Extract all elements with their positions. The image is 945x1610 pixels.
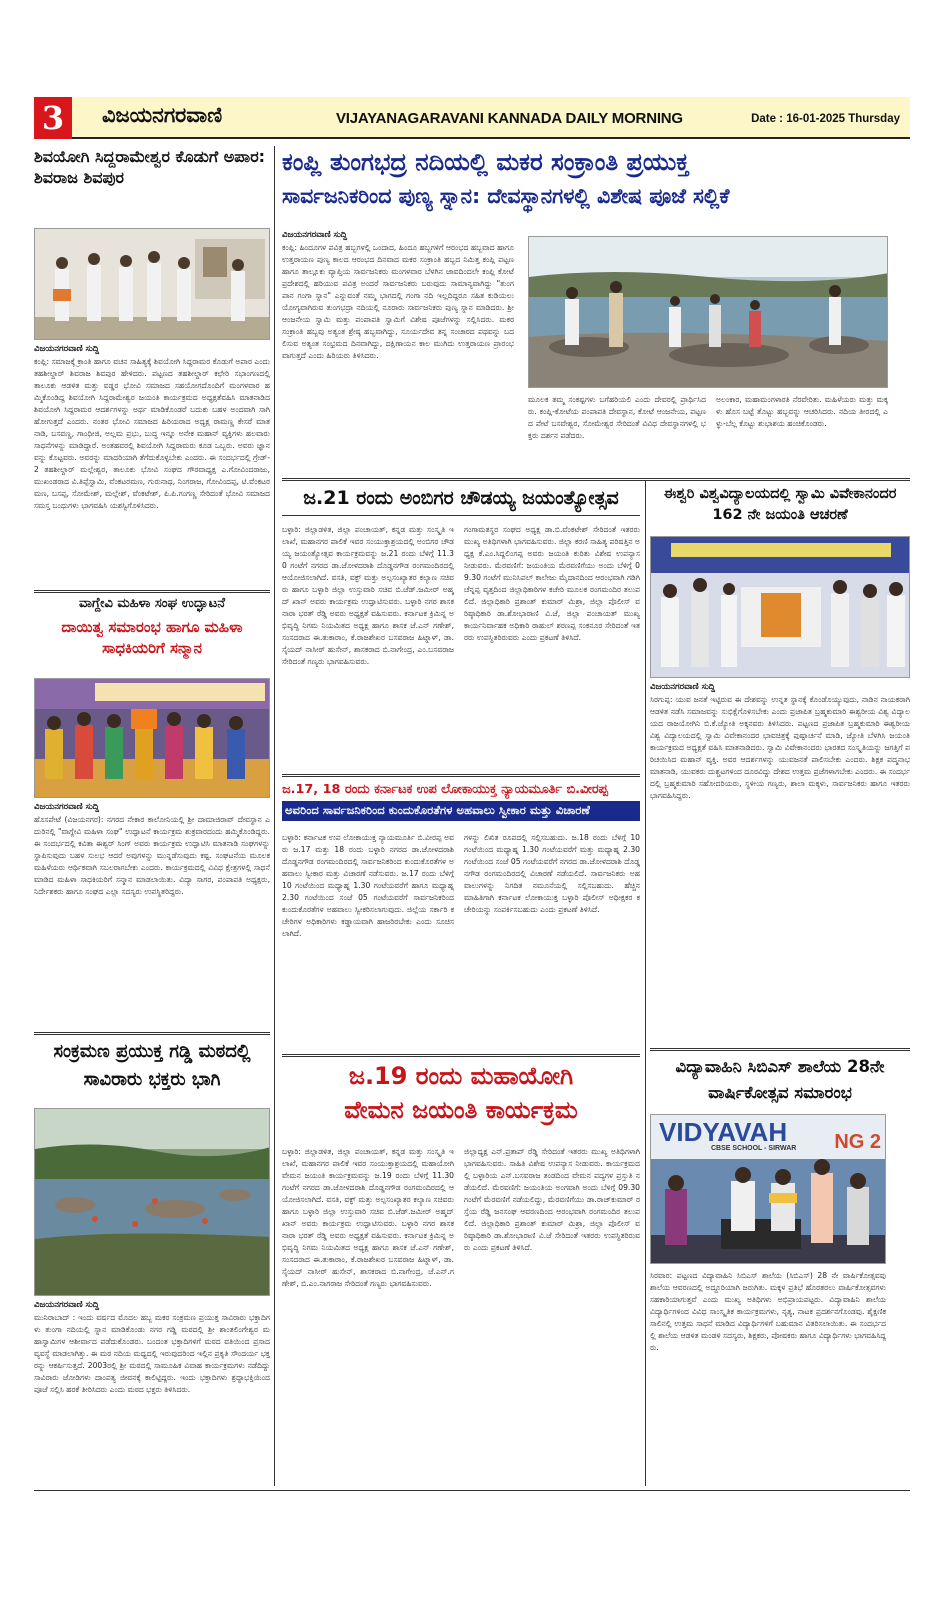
section-rule [282, 478, 910, 481]
page-number: 3 [34, 97, 72, 139]
byline: ವಿಜಯನಗರವಾಣಿ ಸುದ್ದಿ [650, 682, 716, 692]
byline: ವಿಜಯನಗರವಾಣಿ ಸುದ್ದಿ [34, 1300, 100, 1310]
headline: ಈಶ್ವರಿ ವಿಶ್ವವಿದ್ಯಾಲಯದಲ್ಲಿ ಸ್ವಾಮಿ ವಿವೇಕಾನಂದರ 162 ನೇ ಜಯಂತಿ ಆಚರಣೆ [663, 486, 897, 524]
photo-annual-day [650, 1114, 886, 1264]
article-eshwari [650, 484, 910, 1044]
article-vagdevi [34, 596, 270, 1026]
headline-line-1: ಜ.19 ರಂದು ಮಹಾಯೋಗಿ [348, 1062, 574, 1090]
article-body: ಜಿಲ್ಲಾಧ್ಯಕ್ಷ ಎನ್.ಪ್ರತಾಪ್ ರೆಡ್ಡಿ ಸೇರಿದಂತೆ ಇತರರು ಮುಖ್ಯ ಅತಿಥಿಗಳಾಗಿ ಭಾಗವಹಿಸುವರು. ಸಾಹಿತಿ ವಿಶೇಷ ಉಪನ್ಯಾಸ ನೀಡುವರು. ಕಾರ್ಯಕ್ರಮದಲ್ಲಿ ಬಳ್ಳಾರಿಯ ಎನ್.ಬಸವರಾಜ ತಂಡದಿಂದ ವೇಮನ ಪದ್ಯಗಳ ಪ್ರಸ್ತುತಿ ನಡೆಯಲಿದೆ. ಮೆರವಣಿಗೆ: ಜಯಂತಿಯ ಅಂಗವಾಗಿ ಅಂದು ಬೆಳಿಗ್ಗೆ 09.30 ಗಂಟೆಗೆ ಮೆರವಣಿಗೆ ನಡೆಯಲಿದ್ದು, ಮೆರವಣಿಗೆಯು ಡಾ.ರಾಜ್‌ಕುಮಾರ್ ರಸ್ತೆಯ ರೆಡ್ಡಿ ಜನಸಂಘ ಆವರಣದಿಂದ ಆರಂಭವಾಗಿ ರಂಗಮಂದಿರ ತಲುಪಲಿದೆ. ಜಿಲ್ಲಾಧಿಕಾರಿ ಪ್ರಶಾಂತ್ ಕುಮಾರ್ ಮಿಶ್ರಾ, ಜಿಲ್ಲಾ ಪೊಲೀಸ್ ವರಿಷ್ಠಾಧಿಕಾರಿ ಡಾ.ಶೋಭಾರಾಣಿ ವಿ.ಜೆ ಸೇರಿದಂತೆ ಇತರರು ಉಪಸ್ಥಿತರಿರುವರು ಎಂದು ಪ್ರಕಟಣೆ ತಿಳಿಸಿದೆ. [464, 1147, 640, 1252]
article-body: ಹೊಸಪೇಟೆ (ವಿಜಯನಗರ): ನಗರದ ನೇಕಾರ ಕಾಲೋನಿಯಲ್ಲಿ ಶ್ರೀ ದಾಮಾಜಿರಾವ್ ದೇವಸ್ಥಾನ ಎದುರಿನಲ್ಲಿ "ವಾಗ್ದೇವಿ ಮಹಿಳಾ ಸಂಘ" ಉದ್ಘಾಟನೆ ಕಾರ್ಯಕ್ರಮ ಶುಕ್ರವಾರದಂದು ಹಮ್ಮಿಕೊಂಡಿದ್ದರು. ಈ ಸಂದರ್ಭದಲ್ಲಿ ಕವಿತಾ ಈಶ್ವರ್ ಸಿಂಗ್ ಅವರು ಕಾರ್ಯಕ್ರಮ ಉದ್ಘಾಟಿಸಿ ಮಾತನಾಡಿ ಸಂಘಗಳನ್ನು ಸ್ಥಾಪಿಸುವುದು ಬಹಳ ಸುಲಭ ಆದರೆ ಅವುಗಳನ್ನು ಮುನ್ನಡೆಸುವುದು ಕಷ್ಟ. ಸಂಘಟನೆಯ ಮೂಲಕ ಮಹಿಳೆಯರು ಆರ್ಥಿಕವಾಗಿ ಸಬಲರಾಗಬೇಕು ಎಂದರು. ಕಾರ್ಯಕ್ರಮದಲ್ಲಿ ವಿವಿಧ ಕ್ಷೇತ್ರಗಳಲ್ಲಿ ಸಾಧನೆ ಮಾಡಿದ ಮಹಿಳಾ ಸಾಧಕಿಯರಿಗೆ ಸನ್ಮಾನ ಮಾಡಲಾಯಿತು. ವಿದ್ಯಾ ಸಾಗರ, ಪಂಪಾಪತಿ ಅಧ್ಯಕ್ಷರು, ನಿರ್ದೇಶಕರು ಹಾಗೂ ಸಂಘದ ಎಲ್ಲಾ ಸದಸ್ಯರು ಉಪಸ್ಥಿತರಿದ್ದರು. [34, 815, 270, 896]
section-rule [282, 1054, 640, 1057]
article-vemana [282, 1060, 640, 1486]
section-rule [34, 590, 270, 593]
section-rule [34, 1032, 270, 1035]
article-body: ಬಳ್ಳಾರಿ: ಜಿಲ್ಲಾಡಳಿತ, ಜಿಲ್ಲಾ ಪಂಚಾಯತ್, ಕನ್ನಡ ಮತ್ತು ಸಂಸ್ಕೃತಿ ಇಲಾಖೆ, ಮಹಾನಗರ ಪಾಲಿಕೆ ಇವರ ಸಂಯುಕ್ತಾಶ್ರಯದಲ್ಲಿ ಮಹಾಯೋಗಿ ವೇಮನ ಜಯಂತಿ ಕಾರ್ಯಕ್ರಮವನ್ನು ಜ.19 ರಂದು ಬೆಳಿಗ್ಗೆ 11.30 ಗಂಟೆಗೆ ನಗರದ ಡಾ.ಜೋಳದರಾಶಿ ದೊಡ್ಡನಗೌಡ ರಂಗಮಂದಿರದಲ್ಲಿ ಆಯೋಜಿಸಲಾಗಿದೆ. ವಸತಿ, ವಕ್ಫ್ ಮತ್ತು ಅಲ್ಪಸಂಖ್ಯಾತರ ಕಲ್ಯಾಣ ಸಚಿವರು ಹಾಗೂ ಬಳ್ಳಾರಿ ಜಿಲ್ಲಾ ಉಸ್ತುವಾರಿ ಸಚಿವ ಬಿ.ಜೆಡ್.ಜಮೀರ್ ಅಹ್ಮದ್ ಖಾನ್ ಅವರು ಕಾರ್ಯಕ್ರಮ ಉದ್ಘಾಟಿಸುವರು. ಬಳ್ಳಾರಿ ನಗರ ಶಾಸಕ ನಾರಾ ಭರತ್ ರೆಡ್ಡಿ ಅವರು ಅಧ್ಯಕ್ಷತೆ ವಹಿಸುವರು. ಕರ್ನಾಟಕ ಕ್ರಿಮಿನ್ನ ಅಭಿವೃದ್ಧಿ ನಿಗಮ ನಿಯಮಿತದ ಅಧ್ಯಕ್ಷ ಹಾಗೂ ಶಾಸಕ ಜೆ.ಎನ್ ಗಣೇಶ್, ಸಂಸದರಾದ ಈ.ತುಕಾರಾಂ, ಕೆ.ರಾಜಶೇಖರ ಬಸವರಾಜ ಹಿಟ್ನಾಳ್, ಡಾ.ಸೈಯದ್ ನಾಸೀರ್ ಹುಸೇನ್, ಶಾಸಕರಾದ ಬಿ.ನಾಗೇಂದ್ರ, ಜೆ.ಎನ್.ಗಣೇಶ್, ಬಿ.ಎಂ.ನಾಗರಾಜ ಸೇರಿದಂತೆ ಗಣ್ಯರು ಭಾಗವಹಿಸುವರು. [282, 1147, 454, 1288]
article-body: ಬಳ್ಳಾರಿ: ಕರ್ನಾಟಕ ಉಪ ಲೋಕಾಯುಕ್ತ ನ್ಯಾಯಮೂರ್ತಿ ಬಿ.ವೀರಪ್ಪ ಅವರು ಜ.17 ಮತ್ತು 18 ರಂದು ಬಳ್ಳಾರಿ ನಗರದ ಡಾ.ಜೋಳದರಾಶಿ ದೊಡ್ಡನಗೌಡ ರಂಗಮಂದಿರದಲ್ಲಿ ಸಾರ್ವಜನಿಕರಿಂದ ಕುಂದುಕೊರತೆಗಳ ಅಹವಾಲು ಸ್ವೀಕಾರ ಮತ್ತು ವಿಚಾರಣೆ ನಡೆಸುವರು. ಜ.17 ರಂದು ಬೆಳಿಗ್ಗೆ 10 ಗಂಟೆಯಿಂದ ಮಧ್ಯಾಹ್ನ 1.30 ಗಂಟೆಯವರೆಗೆ ಹಾಗೂ ಮಧ್ಯಾಹ್ನ 2.30 ಗಂಟೆಯಿಂದ ಸಂಜೆ 05 ಗಂಟೆಯವರೆಗೆ ಸಾರ್ವಜನಿಕರಿಂದ ಕುಂದುಕೊರತೆಗಳ ಅಹವಾಲು ಸ್ವೀಕರಿಸಲಾಗುವುದು. ಜಿಲ್ಲೆಯ ಸರ್ಕಾರಿ ಕಚೇರಿಗಳ ಅಧಿಕಾರಿಗಳು ಕಡ್ಡಾಯವಾಗಿ ಹಾಜರಿರಬೇಕು ಎಂದು ಸೂಚಿಸಲಾಗಿದೆ. [282, 833, 454, 938]
banner-subtitle: CBSE SCHOOL - SIRWAR [711, 1145, 797, 1152]
headline-line-1: ಕಂಪ್ಲಿ ತುಂಗಭದ್ರ ನದಿಯಲ್ಲಿ ಮಕರ ಸಂಕ್ರಾಂತಿ ಪ್ರಯುಕ್ತ [282, 148, 690, 176]
photo-river-bathing [528, 236, 888, 388]
headline: ದಾಯಿತ್ವ ಸಮಾರಂಭ ಹಾಗೂ ಮಹಿಳಾ ಸಾಧಕಿಯರಿಗೆ ಸನ್ಮಾನ [61, 617, 243, 657]
paper-title-kannada: ವಿಜಯನಗರವಾಣಿ [102, 103, 223, 127]
section-rule [282, 774, 640, 777]
section-rule [650, 1048, 910, 1051]
article-vidyavahini [650, 1054, 910, 1486]
article-body: ಬಳ್ಳಾರಿ: ಜಿಲ್ಲಾಡಳಿತ, ಜಿಲ್ಲಾ ಪಂಚಾಯತ್, ಕನ್ನಡ ಮತ್ತು ಸಂಸ್ಕೃತಿ ಇಲಾಖೆ, ಮಹಾನಗರ ಪಾಲಿಕೆ ಇವರ ಸಂಯುಕ್ತಾಶ್ರಯದಲ್ಲಿ ಅಂಬಿಗರ ಚೌಡಯ್ಯ ಜಯಂತ್ಯೋತ್ಸವ ಕಾರ್ಯಕ್ರಮವನ್ನು ಜ.21 ರಂದು ಬೆಳಿಗ್ಗೆ 11.30 ಗಂಟೆಗೆ ನಗರದ ಡಾ.ಜೋಳದರಾಶಿ ದೊಡ್ಡನಗೌಡ ರಂಗಮಂದಿರದಲ್ಲಿ ಆಯೋಜಿಸಲಾಗಿದೆ. ವಸತಿ, ವಕ್ಫ್ ಮತ್ತು ಅಲ್ಪಸಂಖ್ಯಾತರ ಕಲ್ಯಾಣ ಸಚಿವರು ಹಾಗೂ ಬಳ್ಳಾರಿ ಜಿಲ್ಲಾ ಉಸ್ತುವಾರಿ ಸಚಿವ ಬಿ.ಜೆಡ್.ಜಮೀರ್ ಅಹ್ಮದ್ ಖಾನ್ ಅವರು ಕಾರ್ಯಕ್ರಮ ಉದ್ಘಾಟಿಸುವರು. ಬಳ್ಳಾರಿ ನಗರ ಶಾಸಕ ನಾರಾ ಭರತ್ ರೆಡ್ಡಿ ಅವರು ಅಧ್ಯಕ್ಷತೆ ವಹಿಸುವರು. ಕರ್ನಾಟಕ ಕ್ರಿಮಿನ್ನ ಅಭಿವೃದ್ಧಿ ನಿಗಮ ನಿಯಮಿತದ ಅಧ್ಯಕ್ಷ ಹಾಗೂ ಶಾಸಕ ಜೆ.ಎನ್ ಗಣೇಶ್, ಸಂಸದರಾದ ಈ.ತುಕಾರಾಂ, ಕೆ.ರಾಜಶೇಖರ ಬಸವರಾಜ ಹಿಟ್ನಾಳ್, ಡಾ.ಸೈಯದ್ ನಾಸೀರ್ ಹುಸೇನ್, ಶಾಸಕರಾದ ಬಿ.ನಾಗೇಂದ್ರ, ಎಂ.ಬಸವರಾಜ ಸೇರಿದಂತೆ ಗಣ್ಯರು ಭಾಗವಹಿಸುವರು. [282, 525, 454, 666]
photo-mahila-sangha [34, 678, 270, 798]
kicker: ವಾಗ್ದೇವಿ ಮಹಿಳಾ ಸಂಘ ಉದ್ಘಾಟನೆ [79, 596, 225, 611]
article-sankramana [34, 1038, 270, 1486]
paper-title-english: VIJAYANAGARAVANI KANNADA DAILY MORNING [336, 110, 683, 127]
headline-line-2: ಸಾರ್ವಜನಿಕರಿಂದ ಪುಣ್ಯ ಸ್ನಾನ: ದೇವಸ್ಥಾನಗಳಲ್ಲಿ ವಿಶೇಷ ಪೂಜೆ ಸಲ್ಲಿಕೆ [282, 184, 730, 209]
byline: ವಿಜಯನಗರವಾಣಿ ಸುದ್ದಿ [34, 802, 100, 812]
headline-line-2: ವೇಮನ ಜಯಂತಿ ಕಾರ್ಯಕ್ರಮ [344, 1095, 578, 1124]
photo-felicitation [34, 228, 270, 340]
article-chowdaiah [282, 484, 640, 770]
article-body: ಸಿರಗುಪ್ಪ: ಯುವ ಜನತೆ ಇಟ್ಟಿರುವ ಈ ದೇಶವನ್ನು ಉನ್ನತ ಸ್ಥಾನಕ್ಕೆ ಕೊಂಡೊಯ್ಯುವುದು, ನಾಡಿನ ನಾಯಕರಾಗಿ ಆಡಳಿತ ನಡೆಸಿ ಸಮಾಜವನ್ನು ಸುಭಿಕ್ಷೆಗೊಳಿಸಬೇಕು ಎಂದು ಪ್ರಜಾಪಿತ ಬ್ರಹ್ಮಕುಮಾರಿ ಈಶ್ವರೀಯ ವಿಶ್ವ ವಿದ್ಯಾಲಯದ ರಾಜಯೋಗಿನಿ ಬಿ.ಕೆ.ಜ್ಯೋತಿ ಅಕ್ಕನವರು ತಿಳಿಸಿದರು. ಪಟ್ಟಣದ ಪ್ರಜಾಪಿತ ಬ್ರಹ್ಮಕುಮಾರಿ ಈಶ್ವರೀಯ ವಿಶ್ವ ವಿದ್ಯಾಲಯದಲ್ಲಿ ಸ್ವಾಮಿ ವಿವೇಕಾನಂದರ ಭಾವಚಿತ್ರಕ್ಕೆ ಪುಷ್ಪಾರ್ಚನೆ ಮಾಡಿ, ಜ್ಯೋತಿ ಬೆಳಗಿಸಿ ಜಯಂತಿ ಕಾರ್ಯಕ್ರಮದ ಅಧ್ಯಕ್ಷತೆ ವಹಿಸಿ ಮಾತನಾಡಿದರು. ಸ್ವಾಮಿ ವಿವೇಕಾನಂದರು ಭಾರತದ ಸಂಸ್ಕೃತಿಯನ್ನು ಜಗತ್ತಿಗೆ ಪರಿಚಯಿಸಿದ ಮಹಾನ್ ವ್ಯಕ್ತಿ. ಅವರ ಆದರ್ಶಗಳನ್ನು ಯುವಜನತೆ ಪಾಲಿಸಬೇಕು ಎಂದರು. ಶಿಕ್ಷಕ ಪದ್ಮನಾಭ ಮಾತನಾಡಿ, ಯುವಕರು ದುಶ್ಚಟಗಳಿಂದ ದೂರವಿದ್ದು ದೇಶದ ಉತ್ತಮ ಪ್ರಜೆಗಳಾಗಬೇಕು ಎಂದರು. ಈ ಸಂದರ್ಭದಲ್ಲಿ ಬ್ರಹ್ಮಕುಮಾರಿ ಸಹೋದರಿಯರು, ಸ್ಥಳೀಯ ಗಣ್ಯರು, ಶಾಲಾ ಮಕ್ಕಳು, ಸಾರ್ವಜನಿಕರು ಹಾಗೂ ಇತರರು ಭಾಗವಹಿಸಿದ್ದರು. [650, 695, 910, 800]
banner-side-text: NG 2 [834, 1131, 881, 1153]
headline-line-2: ಅವರಿಂದ ಸಾರ್ವಜನಿಕರಿಂದ ಕುಂದುಕೊರತೆಗಳ ಅಹವಾಲು ಸ್ವೀಕಾರ ಮತ್ತು ವಿಚಾರಣೆ [282, 801, 640, 821]
column-rule [274, 146, 275, 1486]
column-rule [645, 480, 646, 1486]
headline: ಶಿವಯೋಗಿ ಸಿದ್ದರಾಮೇಶ್ವರ ಕೊಡುಗೆ ಅಪಾರ: ಶಿವರಾಜ ಶಿವಪುರ [34, 147, 266, 188]
headline: ವಿದ್ಯಾವಾಹಿನಿ ಸಿಬಿಎಸ್ ಶಾಲೆಯ 28ನೇ ವಾರ್ಷಿಕೋತ್ಸವ ಸಮಾರಂಭ [675, 1057, 885, 1102]
photo-vivekananda-jayanti [650, 536, 910, 678]
page-bottom-rule [34, 1490, 910, 1491]
byline: ವಿಜಯನಗರವಾಣಿ ಸುದ್ದಿ [34, 344, 100, 354]
headline: ಜ.21 ರಂದು ಅಂಬಿಗರ ಚೌಡಯ್ಯ ಜಯಂತ್ಯೋತ್ಸವ [282, 484, 640, 516]
article-body: ಕಂಪ್ಲಿ: ಸಮಾಜಕ್ಕೆ ಕ್ರಾಂತಿ ಹಾಗೂ ವಚನ ಸಾಹಿತ್ಯಕ್ಕೆ ಶಿವಯೋಗಿ ಸಿದ್ದರಾಮರ ಕೊಡುಗೆ ಅಪಾರ ಎಂದು ತಹಶೀಲ್ದಾರ್ ಶಿವರಾಜ ಶಿವಪುರ ಹೇಳಿದರು. ಪಟ್ಟಣದ ತಹಶೀಲ್ದಾರ್ ಕಛೇರಿ ಸಭಾಂಗಣದಲ್ಲಿ ತಾಲೂಕು ಆಡಳಿತ ಮತ್ತು ವಡ್ಡರ ಭೋವಿ ಸಮಾಜದ ಸಹಯೋಗದೊಂದಿಗೆ ಮಂಗಳವಾರ ಹಮ್ಮಿಕೊಂಡಿದ್ದ ಶಿವಯೋಗಿ ಸಿದ್ದರಾಮೇಶ್ವರ ಜಯಂತಿ ಕಾರ್ಯಕ್ರಮದ ಅಧ್ಯಕ್ಷತೆವಹಿಸಿ ಮಾತನಾಡಿದ ಶಿವಯೋಗಿ ಸಿದ್ದರಾಮರ ಆದರ್ಶಗಳನ್ನು ಅರ್ಥ ಮಾಡಿಕೊಂಡರೆ ಬದುಕು ಬಹಳ ಅಂದವಾಗಿ ಸಾಗಿ ಹೋಗುತ್ತದೆ ಎಂದರು. ನಂತರ ಭೋವಿ ಸಮಾಜದ ಹಿರಿಯರಾದ ಅಧ್ಯಕ್ಷ ರಾಮಣ್ಣ ಕೇಸರೆ ಮಾತನಾಡಿ, ಬಸವಣ್ಣ, ಗಾಂಧೀಜಿ, ಅಲ್ಲಮ ಪ್ರಭು, ಬುದ್ಧ ಇನ್ನೂ ಅನೇಕ ಮಹಾನ್ ವ್ಯಕ್ತಿಗಳು ಹಲವಾರು ಸಾಧನೆಗಳನ್ನು ಮಾಡಿದ್ದಾರೆ. ಅಂತಹವರಲ್ಲಿ ಶಿವಯೋಗಿ ಸಿದ್ದರಾಮರು ಕೂಡ ಒಬ್ಬರು. ಅವರು ಜ್ಞಾನವನ್ನು ಕೊಟ್ಟವರು. ಅವರನ್ನು ಮಾದರಿಯಾಗಿ ತೆಗೆದುಕೊಳ್ಳಬೇಕು ಎಂದರು. ಈ ಸಂದರ್ಭದಲ್ಲಿ ಗ್ರೇಡ್-2 ತಹಶೀಲ್ದಾರ್ ಮಲ್ಲೇಶ್ವರ, ತಾಲೂಕು ಭೋವಿ ಸಂಘದ ಗೌರವಾಧ್ಯಕ್ಷ ಎ.ಗೋವಿಂದರಾಜು, ಮುಖಂಡರಾದ ವಿ.ತಿಪ್ಪೆಸ್ವಾಮಿ, ವೆಂಕಟರಮಣ, ಗುರುನಾಥ, ನಿಂಗರಾಜ, ಗೋವಿಂದಪ್ಪ, ಟಿ.ವೆಂಕಟರಮಣ, ಬಸಪ್ಪ, ಸೋಮೇಶ್, ಮಲ್ಲೇಶ್, ವೆಂಕಟೇಶ್, ಪಿ.ಪಿ.ಗಂಗಣ್ಣ ಸೇರಿದಂತೆ ಭೋವಿ ಸಮಾಜದ ಸಮಸ್ತ ಬಂಧುಗಳು ಭಾಗವಹಿಸಿ ಯಶಸ್ವಿಗೊಳಿಸಿದರು. [34, 357, 270, 510]
article-body: ಗಂಗಾಮತಸ್ಥರ ಸಂಘದ ಅಧ್ಯಕ್ಷ ಡಾ.ಬಿ.ವೆಂಕಟೇಶ್ ಸೇರಿದಂತೆ ಇತರರು ಮುಖ್ಯ ಅತಿಥಿಗಳಾಗಿ ಭಾಗವಹಿಸುವರು. ಜಿಲ್ಲಾ ಕರಣಿ ಸಾಹಿತ್ಯ ಪರಿಷತ್ತಿನ ಅಧ್ಯಕ್ಷ ಕೆ.ಎಂ.ಸಿದ್ದಲಿಂಗಪ್ಪ ಅವರು ಜಯಂತಿ ಕುರಿತು ವಿಶೇಷ ಉಪನ್ಯಾಸ ನೀಡುವರು. ಮೆರವಣಿಗೆ: ಜಯಂತಿಯ ಮೆರವಣಿಗೆಯು ಅಂದು ಬೆಳಿಗ್ಗೆ 09.30 ಗಂಟೆಗೆ ಮುನಿಸಿಪಲ್ ಕಾಲೇಜು ಮೈದಾನದಿಂದ ಆರಂಭವಾಗಿ ಗಡಿಗಿ ಚೆನ್ನಪ್ಪ ವೃತ್ತದಿಂದ ಜಿಲ್ಲಾಧಿಕಾರಿಗಳ ಕಚೇರಿ ಮೂಲಕ ರಂಗಮಂದಿರ ತಲುಪಲಿದೆ. ಜಿಲ್ಲಾಧಿಕಾರಿ ಪ್ರಶಾಂತ್ ಕುಮಾರ್ ಮಿಶ್ರಾ, ಜಿಲ್ಲಾ ಪೊಲೀಸ್ ವರಿಷ್ಠಾಧಿಕಾರಿ ಡಾ.ಶೋಭಾರಾಣಿ ವಿ.ಜೆ, ಜಿಲ್ಲಾ ಪಂಚಾಯತ್ ಮುಖ್ಯ ಕಾರ್ಯನಿರ್ವಾಹಕ ಅಧಿಕಾರಿ ರಾಹುಲ್ ಶರಣಪ್ಪ ಸಂಕನೂರ ಸೇರಿದಂತೆ ಇತರರು ಉಪಸ್ಥಿತರಿರುವರು ಎಂದು ಪ್ರಕಟಣೆ ತಿಳಿಸಿದೆ. [464, 525, 640, 642]
article-body: ಕಂಪ್ಲಿ: ಹಿಂದೂಗಳ ಪವಿತ್ರ ಹಬ್ಬಗಳಲ್ಲಿ ಒಂದಾದ, ಹಿಂದೂ ಹಬ್ಬಗಳಿಗೆ ಆರಂಭದ ಹಬ್ಬವಾದ ಹಾಗೂ ಉತ್ತರಾಯಣ ಪುಣ್ಯ ಕಾಲದ ಆರಂಭದ ದಿನವಾದ ಮಕರ ಸಂಕ್ರಾಂತಿ ಹಬ್ಬದ ನಿಮಿತ್ತ ಕಂಪ್ಲಿ ಪಟ್ಟಣ ಹಾಗೂ ತಾಲ್ಲೂಕು ವ್ಯಾಪ್ತಿಯ ಸಾರ್ವಜನಿಕರು ಮಂಗಳವಾರ ಬೆಳಗಿನ ಜಾವದಿಂದಲೇ ಕಂಪ್ಲಿ ಕೋಟೆ ಪ್ರದೇಶದಲ್ಲಿ ಹರಿಯುವ ಪವಿತ್ರ ಅಂದರೆ ಸಾರ್ವಜನಿಕರು ಬರುವುದು ಸಾಮಾನ್ಯವಾಗಿದ್ದು "ತುಂಗ ಪಾನ ಗಂಗಾ ಸ್ನಾನ" ಎನ್ನುವಂತೆ ನಮ್ಮ ಭಾಗದಲ್ಲಿ ಗಂಗಾ ನದಿ ಇಲ್ಲದಿದ್ದರೂ ಸಹಿತ ಕುಡಿಯಲು ಯೋಗ್ಯವಾಗಿರುವ ತುಂಗಭದ್ರಾ ನದಿಯಲ್ಲಿ ನೂರಾರು ಸಾರ್ವಜನಿಕರು ಪುಣ್ಯ ಸ್ನಾನ ಮಾಡಿದರು. ಶ್ರೀ ಆಂಜನೇಯ ಸ್ವಾಮಿ ಮತ್ತು ಪಂಪಾಪತಿ ಸ್ವಾಮಿಗೆ ವಿಶೇಷ ಪೂಜೆಗಳನ್ನು ಸಲ್ಲಿಸಿದರು. ಮಕರ ಸಂಕ್ರಾಂತಿ ಹಬ್ಬವು ಅತ್ಯಂತ ಶ್ರೇಷ್ಠ ಹಬ್ಬವಾಗಿದ್ದು, ಸೂರ್ಯದೇವ ತನ್ನ ಸಂಚಾರದ ಪಥವನ್ನು ಬದಲಿಸುವ ಅತ್ಯಂತ ಸಂಭ್ರಮದ ದಿನವಾಗಿದ್ದು, ದಕ್ಷಿಣಾಯನ ಕಾಲ ಮುಗಿದು ಉತ್ತರಾಯಣ ಪ್ರಾರಂಭವಾಗುತ್ತದೆ ಎಂದು ಹಿರಿಯರು ತಿಳಿಸಿದರು. [282, 243, 514, 360]
headline-line-1: ಜ.17, 18 ರಂದು ಕರ್ನಾಟಕ ಉಪ ಲೋಕಾಯುಕ್ತ ನ್ಯಾಯಮೂರ್ತಿ ಬಿ.ವೀರಪ್ಪ [282, 782, 608, 797]
banner-school-name: VIDYAVAH [659, 1117, 788, 1147]
masthead [34, 97, 910, 139]
article-shivayogi [34, 146, 270, 586]
headline: ಸಂಕ್ರಮಣ ಪ್ರಯುಕ್ತ ಗಡ್ಡಿ ಮಠದಲ್ಲಿ ಸಾವಿರಾರು ಭಕ್ತರು ಭಾಗಿ [53, 1041, 251, 1090]
photo-river-devotees [34, 1108, 270, 1296]
article-kampli [282, 146, 910, 476]
article-body: ಗಳನ್ನು ಲಿಖಿತ ರೂಪದಲ್ಲಿ ಸಲ್ಲಿಸಬಹುದು. ಜ.18 ರಂದು ಬೆಳಿಗ್ಗೆ 10 ಗಂಟೆಯಿಂದ ಮಧ್ಯಾಹ್ನ 1.30 ಗಂಟೆಯವರೆಗೆ ಮತ್ತು ಮಧ್ಯಾಹ್ನ 2.30 ಗಂಟೆಯಿಂದ ಸಂಜೆ 05 ಗಂಟೆಯವರೆಗೆ ನಗರದ ಡಾ.ಜೋಳದರಾಶಿ ದೊಡ್ಡನಗೌಡ ರಂಗಮಂದಿರದಲ್ಲಿ ವಿಚಾರಣೆ ನಡೆಯಲಿದೆ. ಸಾರ್ವಜನಿಕರು ಅಹವಾಲುಗಳನ್ನು ನಿಗದಿತ ನಮೂನೆಯಲ್ಲಿ ಸಲ್ಲಿಸಬಹುದು. ಹೆಚ್ಚಿನ ಮಾಹಿತಿಗಾಗಿ ಕರ್ನಾಟಕ ಲೋಕಾಯುಕ್ತ ಬಳ್ಳಾರಿ ಪೊಲೀಸ್ ಅಧೀಕ್ಷಕರ ಕಚೇರಿಯನ್ನು ಸಂಪರ್ಕಿಸಬಹುದು ಎಂದು ಪ್ರಕಟಣೆ ತಿಳಿಸಿದೆ. [464, 833, 640, 914]
article-body: ಸಿರವಾರ: ಪಟ್ಟಣದ ವಿದ್ಯಾವಾಹಿನಿ ಸಿಬಿಎಸ್ ಶಾಲೆಯ (ಸಿಬಿಎಸ್) 28 ನೇ ವಾರ್ಷಿಕೋತ್ಸವವು ಶಾಲೆಯ ಆವರಣದಲ್ಲಿ ಅದ್ದೂರಿಯಾಗಿ ಜರುಗಿತು. ಮಕ್ಕಳ ಪ್ರತಿಭೆ ಹೊರತರಲು ವಾರ್ಷಿಕೋತ್ಸವಗಳು ಸಹಕಾರಿಯಾಗುತ್ತವೆ ಎಂದು ಮುಖ್ಯ ಅತಿಥಿಗಳು ಅಭಿಪ್ರಾಯಪಟ್ಟರು. ವಿದ್ಯಾವಾಹಿನಿ ಶಾಲೆಯ ವಿದ್ಯಾರ್ಥಿಗಳಿಂದ ವಿವಿಧ ಸಾಂಸ್ಕೃತಿಕ ಕಾರ್ಯಕ್ರಮಗಳು, ನೃತ್ಯ, ನಾಟಕ ಪ್ರದರ್ಶನಗೊಂಡವು. ಶೈಕ್ಷಣಿಕ ಸಾಲಿನಲ್ಲಿ ಉತ್ತಮ ಸಾಧನೆ ಮಾಡಿದ ವಿದ್ಯಾರ್ಥಿಗಳಿಗೆ ಬಹುಮಾನ ವಿತರಿಸಲಾಯಿತು. ಈ ಸಂದರ್ಭದಲ್ಲಿ ಶಾಲೆಯ ಆಡಳಿತ ಮಂಡಳಿ ಸದಸ್ಯರು, ಶಿಕ್ಷಕರು, ಪೋಷಕರು ಹಾಗೂ ವಿದ್ಯಾರ್ಥಿಗಳು ಭಾಗವಹಿಸಿದ್ದರು. [650, 1271, 886, 1352]
article-body: ಅಲಂಕಾರ, ಮಹಾಮಂಗಳಾರತಿ ನೆರವೇರಿತು. ಮಹಿಳೆಯರು ಮತ್ತು ಮಕ್ಕಳು ಹೊಸ ಬಟ್ಟೆ ತೊಟ್ಟು ಹಬ್ಬವನ್ನು ಆಚರಿಸಿದರು. ನದಿಯ ತೀರದಲ್ಲಿ ಎಳ್ಳು-ಬೆಲ್ಲ ಕೊಟ್ಟು ಶುಭಾಶಯ ಹಂಚಿಕೊಂಡರು. [716, 395, 888, 428]
byline: ವಿಜಯನಗರವಾಣಿ ಸುದ್ದಿ [282, 230, 348, 240]
article-body: ಮುನಿರಾಬಾದ್ : ಇಂದು ವರ್ಷದ ಮೊದಲ ಹಬ್ಬ ಮಕರ ಸಂಕ್ರಮಣ ಪ್ರಯುಕ್ತ ಸಾವಿರಾರು ಭಕ್ತಾದಿಗಳು ತುಂಗಾ ನದಿಯಲ್ಲಿ ಸ್ನಾನ ಮಾಡಿಕೊಂಡು ನಗರ ಗಡ್ಡಿ ಮಠದಲ್ಲಿ ಶ್ರೀ ಶಾಂತಲಿಂಗೇಶ್ವರ ಮಹಾಸ್ವಾಮಿಗಳ ಆಶೀರ್ವಾದ ಪಡೆದುಕೊಂಡರು. ಬಂದಂತ ಭಕ್ತಾದಿಗಳಿಗೆ ಮಠದ ವತಿಯಿಂದ ಪ್ರಸಾದ ವ್ಯವಸ್ಥೆ ಮಾಡಲಾಗಿತ್ತು. ಈ ಮಠ ನದಿಯ ಮಧ್ಯದಲ್ಲಿ ಇರುವುದರಿಂದ ಇಲ್ಲಿನ ಪ್ರಕೃತಿ ಸೌಂದರ್ಯ ಭಕ್ತರನ್ನು ಆಕರ್ಷಿಸುತ್ತದೆ. 2003ರಲ್ಲಿ ಶ್ರೀ ಮಠದಲ್ಲಿ ಸಾಮೂಹಿಕ ವಿವಾಹ ಕಾರ್ಯಕ್ರಮಗಳು ನಡೆದಿದ್ದು ಸಾವಿರಾರು ಜೋಡಿಗಳು ದಾಂಪತ್ಯ ಜೀವನಕ್ಕೆ ಕಾಲಿಟ್ಟಿದ್ದರು. ಇಂದು ಭಕ್ತಾದಿಗಳು ಶ್ರದ್ಧಾಭಕ್ತಿಯಿಂದ ಪೂಜೆ ಸಲ್ಲಿಸಿ ಹರಕೆ ತೀರಿಸಿದರು ಎಂದು ಮಠದ ಭಕ್ತರು ತಿಳಿಸಿದರು. [34, 1313, 270, 1394]
article-body: ಮೂಲಕ ತಮ್ಮ ಸಂಕಷ್ಟಗಳು ಬಗೆಹರಿಯಲಿ ಎಂದು ದೇವರಲ್ಲಿ ಪ್ರಾರ್ಥಿಸಿದರು. ಕಂಪ್ಲಿ-ಕೋಟೆಯ ಪಂಪಾಪತಿ ದೇವಸ್ಥಾನ, ಕೋಟೆ ಆಂಜನೇಯ, ಪಟ್ಟಣದ ಪೇಟೆ ಬಸವೇಶ್ವರ, ಸೋಮೇಶ್ವರ ಸೇರಿದಂತೆ ವಿವಿಧ ದೇವಸ್ಥಾನಗಳಲ್ಲಿ ಭಕ್ತರು ದರ್ಶನ ಪಡೆದರು. [528, 395, 706, 440]
article-lokayukta [282, 780, 640, 1050]
issue-date: Date : 16-01-2025 Thursday [751, 113, 900, 125]
